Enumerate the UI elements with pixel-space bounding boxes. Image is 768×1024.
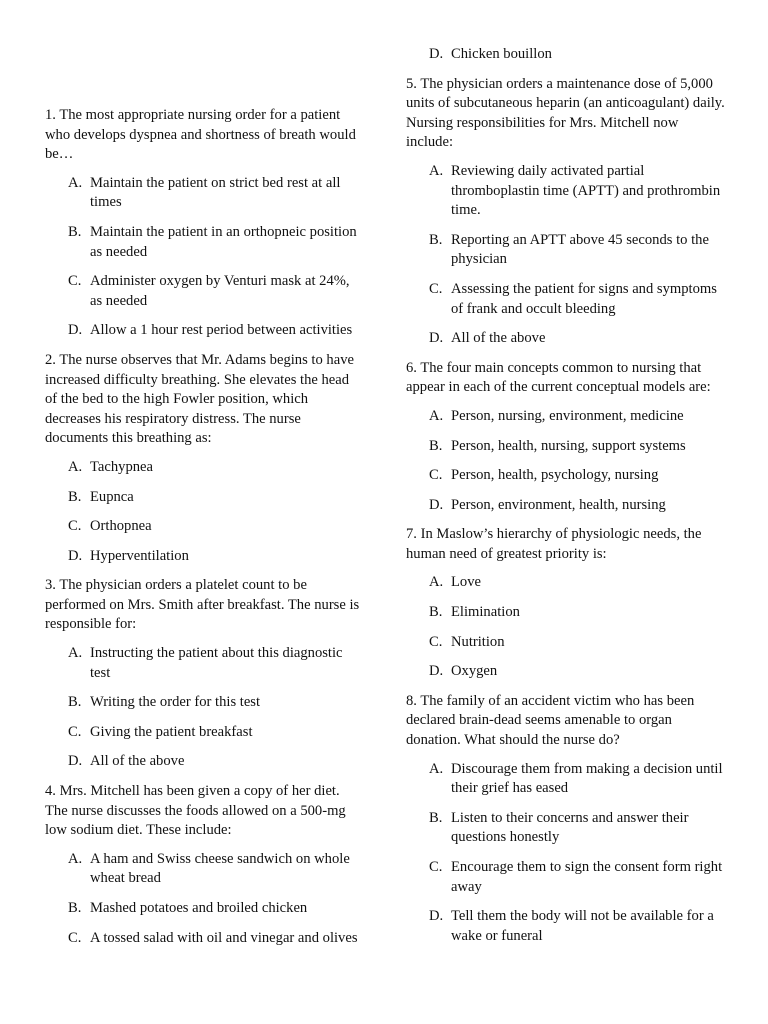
question-2: [45, 351, 363, 566]
option-c: [406, 466, 728, 486]
option-c: [45, 723, 363, 743]
option-text: A ham and Swiss cheese sandwich on whole wheat bread: [90, 850, 350, 887]
option-letter: A.: [429, 574, 444, 591]
option-text: Tell them the body will not be available for a wake or funeral: [451, 908, 714, 944]
option-letter: A.: [68, 174, 83, 191]
option-b: [406, 231, 728, 270]
option-letter: B.: [429, 231, 443, 248]
option-letter: C.: [429, 859, 443, 875]
option-text: Chicken bouillon: [451, 46, 552, 62]
option-b: [406, 603, 728, 623]
option-text: Maintain the patient on strict bed rest at all times: [90, 174, 341, 211]
option-c: [406, 633, 728, 653]
option-letter: D.: [429, 46, 444, 62]
option-letter: B.: [68, 900, 82, 916]
option-list: [45, 174, 363, 341]
option-list: [45, 458, 363, 566]
option-list: [406, 407, 728, 515]
option-text: Instructing the patient about this diagnostic test: [90, 645, 343, 681]
option-d: [406, 329, 728, 349]
option-a: [45, 850, 363, 889]
option-a: [406, 407, 728, 427]
option-text: Person, nursing, environment, medicine: [451, 407, 684, 424]
left-column: [45, 106, 363, 958]
option-list: [406, 162, 728, 349]
option-letter: C.: [68, 929, 82, 946]
option-text: Eupnca: [90, 488, 134, 505]
option-text: Mashed potatoes and broiled chicken: [90, 900, 308, 916]
option-letter: D.: [68, 753, 83, 770]
option-letter: C.: [68, 518, 82, 535]
option-list: [406, 760, 728, 947]
option-text: Orthopnea: [90, 518, 152, 535]
option-letter: A.: [429, 760, 444, 777]
option-text: Reporting an APTT above 45 seconds to the physician: [451, 231, 709, 268]
option-letter: D.: [429, 908, 444, 925]
question-3: [45, 576, 363, 772]
option-text: Person, health, psychology, nursing: [451, 467, 659, 484]
option-letter: A.: [429, 162, 444, 179]
option-text: Maintain the patient in an orthopneic position as needed: [90, 223, 357, 260]
right-column: [406, 45, 728, 956]
option-letter: B.: [429, 809, 443, 826]
option-text: Elimination: [451, 604, 520, 621]
option-letter: B.: [68, 488, 82, 505]
option-letter: A.: [68, 645, 83, 662]
option-letter: D.: [429, 663, 444, 680]
option-text: Reviewing daily activated partial thromboplastin time (APTT) and prothrombin time.: [451, 162, 721, 219]
option-text: Allow a 1 hour rest period between activities: [90, 322, 353, 339]
question-6: [406, 359, 728, 516]
option-a: [406, 162, 728, 221]
option-text: Encourage them to sign the consent form right away: [451, 859, 723, 895]
option-a: [406, 760, 728, 799]
option-b: [45, 693, 363, 713]
option-c: [406, 280, 728, 319]
option-text: Discourage them from making a decision until their grief has eased: [451, 760, 723, 797]
option-a: [45, 174, 363, 213]
option-list: [406, 573, 728, 681]
question-stem: 4. Mrs. Mitchell has been given a copy of her diet. The nurse discusses the foods allowed on a 500-mg low sodium diet. These include:: [45, 783, 346, 839]
option-letter: C.: [429, 467, 443, 484]
option-letter: B.: [429, 437, 443, 454]
carryover-option-list: [406, 45, 728, 65]
option-text: Love: [451, 574, 481, 591]
option-text: Person, health, nursing, support systems: [451, 437, 686, 454]
option-letter: B.: [429, 604, 443, 621]
option-letter: C.: [429, 633, 443, 650]
option-list: [45, 644, 363, 772]
option-d: [45, 547, 363, 567]
option-text: Giving the patient breakfast: [90, 723, 253, 740]
option-c: [45, 272, 363, 311]
question-5: [406, 75, 728, 349]
option-letter: B.: [68, 694, 82, 711]
option-letter: A.: [68, 850, 83, 867]
option-c: [406, 858, 728, 897]
question-4: [45, 782, 363, 948]
option-d: [406, 496, 728, 516]
option-text: Assessing the patient for signs and symptoms of frank and occult bleeding: [451, 280, 717, 317]
question-stem: 2. The nurse observes that Mr. Adams begins to have increased difficulty breathing. She elevates the head of the bed to the high Fowler position, which decreases his respiratory distress. The nurse documents this breathing as:: [45, 351, 354, 447]
option-text: Administer oxygen by Venturi mask at 24%, as needed: [90, 273, 350, 309]
option-letter: A.: [68, 458, 83, 475]
question-stem: 8. The family of an accident victim who has been declared brain-dead seems amenable to organ donation. What should the nurse do?: [406, 692, 695, 749]
option-text: Nutrition: [451, 633, 505, 650]
option-a: [45, 458, 363, 478]
option-b: [45, 488, 363, 508]
option-d: [45, 752, 363, 772]
option-letter: D.: [429, 330, 444, 347]
option-text: Hyperventilation: [90, 547, 189, 564]
option-text: All of the above: [451, 330, 546, 347]
option-b: [45, 223, 363, 262]
option-text: Person, environment, health, nursing: [451, 496, 666, 513]
option-c: [45, 929, 363, 949]
question-stem: 1. The most appropriate nursing order for a patient who develops dyspnea and shortness of breath would be…: [45, 107, 356, 163]
option-list: [45, 850, 363, 948]
option-letter: B.: [68, 223, 82, 240]
option-d: [406, 45, 728, 65]
question-7: [406, 525, 728, 682]
option-c: [45, 517, 363, 537]
option-text: Listen to their concerns and answer their questions honestly: [451, 809, 689, 846]
question-8: [406, 692, 728, 947]
option-letter: C.: [68, 273, 82, 290]
option-letter: D.: [429, 496, 444, 513]
option-a: [406, 573, 728, 593]
option-text: Oxygen: [451, 663, 498, 680]
option-b: [45, 899, 363, 919]
option-text: All of the above: [90, 753, 185, 770]
option-b: [406, 809, 728, 848]
option-letter: C.: [68, 723, 82, 740]
question-stem: 7. In Maslow’s hierarchy of physiologic needs, the human need of greatest priority is:: [406, 526, 702, 562]
option-b: [406, 437, 728, 457]
option-text: Tachypnea: [90, 458, 153, 475]
option-letter: C.: [429, 280, 443, 297]
option-d: [45, 321, 363, 341]
question-stem: 6. The four main concepts common to nursing that appear in each of the current conceptual models are:: [406, 359, 711, 396]
option-letter: D.: [68, 547, 83, 564]
option-text: A tossed salad with oil and vinegar and olives: [90, 929, 358, 946]
option-letter: A.: [429, 407, 444, 424]
option-text: Writing the order for this test: [90, 694, 261, 711]
option-d: [406, 907, 728, 946]
option-a: [45, 644, 363, 683]
question-1: [45, 106, 363, 341]
option-letter: D.: [68, 322, 83, 339]
question-stem: 5. The physician orders a maintenance dose of 5,000 units of subcutaneous heparin (an anticoagulant) daily. Nursing responsibilities for Mrs. Mitchell now include:: [406, 75, 725, 151]
option-d: [406, 662, 728, 682]
question-stem: 3. The physician orders a platelet count to be performed on Mrs. Smith after breakfast. The nurse is responsible for:: [45, 577, 360, 633]
